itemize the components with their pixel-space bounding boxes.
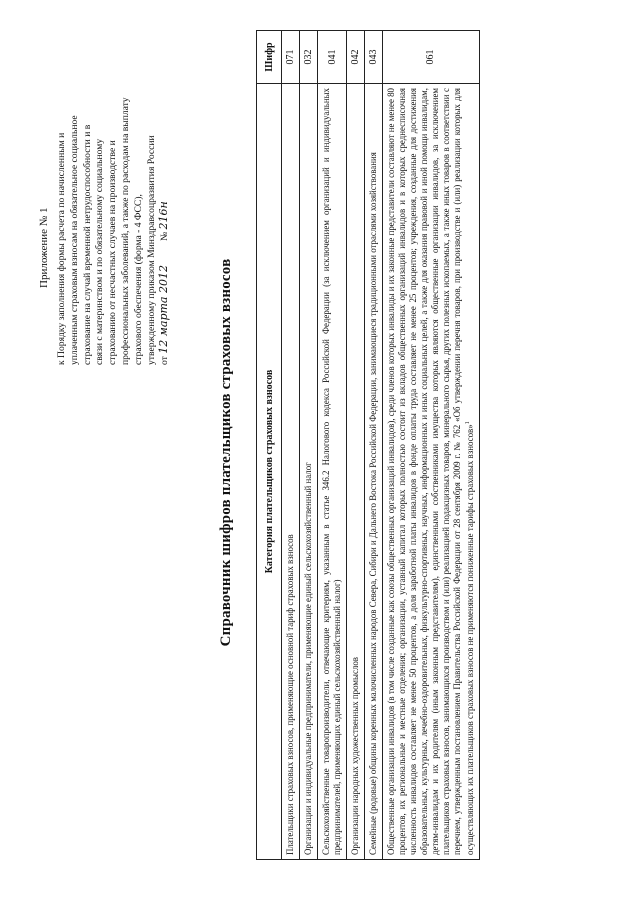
table-row [383, 31, 480, 860]
category-cell [383, 84, 480, 860]
category-cell: Сельскохозяйственные товаропроизводители, отвечающие критериям, указанным в статье 346.2 Налогового кодекса Российской Федерации (за исключением организаций и индивидуальных предпринимателей, применяющих единый сельскохозяйственный налог) [318, 84, 347, 860]
appendix-line: страхованию от несчастных случаев на производстве и [107, 140, 119, 365]
appendix-line: к Порядку заполнения формы расчета по начисленным и [56, 132, 67, 365]
table-row [282, 31, 300, 860]
code-column-header: Шифр [257, 31, 282, 84]
payer-codes-table [256, 30, 480, 860]
handwritten-number: 216н [157, 201, 171, 230]
appendix-title: Приложение № 1 [38, 207, 50, 288]
table-header-row [257, 31, 282, 860]
category-cell: Организации народных художественных промыслов [347, 84, 365, 860]
table-row [300, 31, 318, 860]
code-cell: 071 [282, 31, 300, 84]
appendix-line: страхового обеспечения (форма - 4 ФСС), [132, 194, 144, 365]
appendix-line: утвержденному приказом Минздравсоцразвития России [145, 135, 157, 365]
document-title: Справочник шифров плательщиков страховых взносов [218, 258, 234, 647]
appendix-line: связи с материнством и по обязательному социальному [94, 138, 106, 365]
table-row [347, 31, 365, 860]
code-cell: 061 [383, 31, 480, 84]
category-cell: Организации и индивидуальные предприниматели, применяющие единый сельскохозяйственный налог [300, 84, 318, 860]
from-prefix: от [159, 356, 171, 365]
table-row [318, 31, 347, 860]
category-cell: Плательщики страховых взносов, применяющие основной тариф страховых взносов [282, 84, 300, 860]
category-cell: Семейные (родовые) общины коренных малочисленных народов Севера, Сибири и Дальнего Востока Российской Федерации, занимающиеся традиционными отраслями хозяйствования [365, 84, 383, 860]
footnote-marker: 1 [465, 421, 471, 425]
code-cell: 041 [318, 31, 347, 84]
table-row [365, 31, 383, 860]
code-cell: 032 [300, 31, 318, 84]
appendix-reference [56, 35, 172, 365]
code-cell: 042 [347, 31, 365, 84]
appendix-line: страхование на случай временной нетрудоспособности и в [81, 124, 93, 365]
category-column-header: Категория плательщиков страховых взносов [257, 84, 282, 860]
appendix-line: профессиональных заболеваний, а также по расходам на выплату [119, 97, 131, 365]
number-prefix: № [159, 231, 171, 242]
appendix-line: уплаченным страховым взносам на обязательное социальное [68, 115, 80, 365]
category-text: Общественные организации инвалидов (в том числе созданные как союзы общественных организаций инвалидов), среди членов которых инвалиды и их законные представители составляют не менее 80 процентов, их региональные и местные отделения; организации, уставный капитал которых полностью состоит из вкладов общественных организаций инвалидов и в которых среднесписочная численность инвалидов составляет не менее 50 процентов, а доля заработной платы инвалидов в фонде оплаты труда составляет не менее 25 процентов; учреждения, созданные для достижения образовательных, культурных, лечебно-оздоровительных, физкультурно-спортивных, научных, информационных и иных социальных целей, а также для оказания правовой и иной помощи инвалидам, детям-инвалидам и их родителям (иным законным представителям), единственными собственниками имущества которых являются общественные организации инвалидов, за исключением плательщиков страховых взносов, занимающихся производством и (или) реализацией подакцизных товаров, минерального сырья, других полезных ископаемых, а также иных товаров в соответствии с перечнем, утвержденным постановлением Правительства Российской Федерации от 28 сентября 2009 г. № 762 «Об утверждении перечня товаров, при производстве и (или) реализации которых для осуществляющих их плательщиков страховых взносов не применяются пониженные тарифы страховых взносов» [386, 88, 475, 855]
order-date-line [158, 35, 172, 365]
code-cell: 043 [365, 31, 383, 84]
handwritten-date: 12 марта 2012 [157, 265, 171, 354]
